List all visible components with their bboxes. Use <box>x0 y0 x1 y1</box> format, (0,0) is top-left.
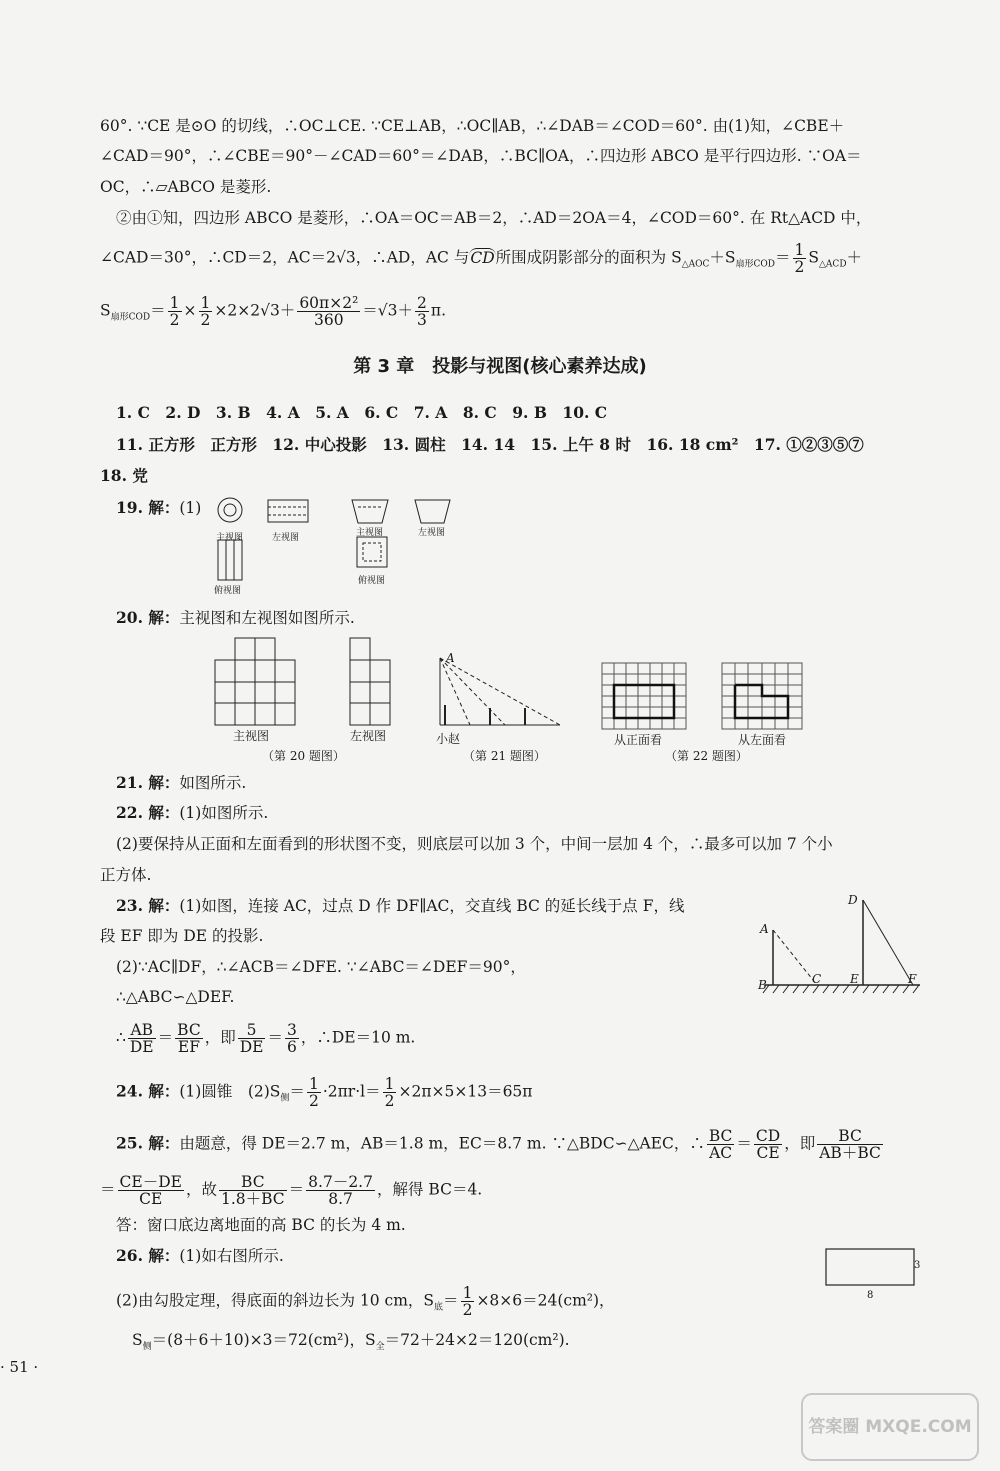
q26-text-3b: ＝(8＋6＋10)×3＝72(cm²)，S <box>151 1331 376 1349</box>
ray-df <box>863 900 913 985</box>
q20-text: 主视图和左视图如图所示. <box>179 609 355 627</box>
q26-rectangle-figure <box>825 1248 915 1286</box>
q26-text-1: (1)如右图所示. <box>179 1247 284 1265</box>
q26-rect-height: 3 <box>914 1260 921 1271</box>
line5-part-b: 所围成阴影部分的面积为 S <box>495 248 682 267</box>
q26-text-2b: ＝ <box>443 1291 459 1310</box>
q19-caption-top: 俯视图 <box>214 586 242 596</box>
q26-label: 26. 解： <box>116 1246 180 1265</box>
arc-cd: CD <box>470 248 495 267</box>
left-view-rect <box>268 500 308 522</box>
q19-part: (1) <box>179 499 202 517</box>
q19-caption-left: 左视图 <box>272 533 300 543</box>
q26-text-2a: (2)由勾股定理，得底面的斜边长为 10 cm，S <box>116 1291 435 1310</box>
den: 360 <box>314 311 344 329</box>
den: DE <box>239 1038 264 1056</box>
q20-left-view-grid <box>350 638 390 725</box>
q22-part2-line-2: 正方体. <box>100 866 152 884</box>
q23-label-b: B <box>758 978 767 992</box>
line6-part-a: S <box>100 301 111 320</box>
q24-text-4: ×2π×5×13＝65π <box>398 1082 533 1101</box>
den: 2 <box>169 311 180 329</box>
equals: ＝ <box>157 1028 174 1047</box>
q24-line <box>116 1076 532 1110</box>
q25-label: 25. 解： <box>116 1133 180 1153</box>
prev-solution-line-6 <box>100 295 446 329</box>
prev-solution-line-3: OC，∴▱ABCO 是菱形. <box>100 178 272 196</box>
namely: ，即 <box>784 1134 816 1153</box>
den: AB＋BC <box>819 1144 881 1162</box>
num: BC <box>817 1128 883 1145</box>
q21-heading <box>116 772 246 794</box>
fraction-5-de <box>238 1022 266 1055</box>
trapezoid-front-view <box>352 500 388 523</box>
page-number: · 51 · <box>0 1358 39 1376</box>
num: 8.7－2.7 <box>308 1173 373 1191</box>
fraction-two-thirds <box>415 295 429 328</box>
fraction-ab-de <box>128 1022 156 1055</box>
ground-hatching <box>763 985 919 993</box>
q21-figure-caption: （第 21 题图） <box>463 749 546 763</box>
q21-person-label: 小赵 <box>436 732 461 746</box>
line6-part-c: × <box>183 301 197 320</box>
q19-caption-top-2: 俯视图 <box>358 576 386 586</box>
q20-front-view-grid <box>215 638 295 725</box>
fraction-numeric <box>306 1174 375 1207</box>
q26-line-2 <box>116 1285 615 1319</box>
q23-figure <box>755 895 925 1000</box>
equals-2: ＝ <box>288 1180 305 1199</box>
line5-part-d: ＝ <box>775 248 791 267</box>
q22-text: (1)如图所示. <box>179 804 269 822</box>
q23-line-2: 段 EF 即为 DE 的投影. <box>100 927 264 945</box>
q20-figure-caption: （第 20 题图） <box>262 749 345 763</box>
prev-solution-line-5 <box>100 242 862 276</box>
q25-line-2 <box>100 1174 482 1207</box>
q19-heading <box>116 497 201 519</box>
num: 1 <box>794 241 805 259</box>
line5-part-e: S <box>808 248 820 267</box>
q20-heading <box>116 607 355 629</box>
q22-caption-front: 从正面看 <box>614 733 663 747</box>
prev-solution-line-2: ∠CAD＝90°，∴∠CBE＝90°－∠CAD＝60°＝∠DAB，∴BC∥OA，∴四边形 ABCO 是平行四边形. ∵OA＝ <box>100 147 862 165</box>
q19-caption-left-2: 左视图 <box>418 528 446 538</box>
den: 2 <box>794 258 805 276</box>
answers-row-1: 1. C 2. D 3. B 4. A 5. A 6. C 7. A 8. C 9. B 10. C <box>116 403 608 422</box>
q23-result: ，∴DE＝10 m. <box>300 1028 416 1047</box>
q25-text-2c: ，解得 BC＝4. <box>376 1180 483 1199</box>
watermark-text: 答案圈 MXQE.COM <box>808 1417 972 1437</box>
fraction-half-a <box>307 1076 321 1109</box>
namely: ，即 <box>204 1028 236 1047</box>
q25-text-1: 由题意，得 DE＝2.7 m，AB＝1.8 m，EC＝8.7 m. ∵△BDC∽△AEC，∴ <box>179 1134 705 1153</box>
line6-part-e: ＝√3＋ <box>362 301 414 320</box>
equals: ＝ <box>736 1134 752 1153</box>
square-top-view-outer <box>357 537 387 567</box>
answers-row-2: 11. 正方形 正方形 12. 中心投影 13. 圆柱 14. 14 15. 上午 8 时 16. 18 cm² 17. ①②③⑤⑦ <box>116 435 864 454</box>
num: 1 <box>384 1075 395 1093</box>
den: 1.8＋BC <box>220 1190 285 1208</box>
q26-line-3 <box>132 1329 570 1358</box>
num: CD <box>755 1127 781 1145</box>
den: 2 <box>200 311 211 329</box>
fraction-half-2 <box>199 295 213 328</box>
den: CE <box>139 1190 163 1208</box>
num: 1 <box>308 1075 319 1093</box>
q24-text-2: ＝ <box>289 1082 305 1101</box>
q20-figure <box>215 635 395 730</box>
den: AC <box>709 1144 733 1162</box>
fraction-cede-ce <box>118 1174 184 1207</box>
q25-text-2a: ＝ <box>100 1180 116 1199</box>
den: CE <box>756 1144 780 1162</box>
trapezoid-left-view <box>415 500 450 523</box>
q23-heading <box>116 895 685 917</box>
sub-acd: △ACD <box>819 259 847 270</box>
therefore-sign: ∴ <box>116 1028 126 1047</box>
front-view-outer-circle <box>218 498 242 522</box>
q23-line-3: (2)∵AC∥DF，∴∠ACB＝∠DFE. ∵∠ABC＝∠DEF＝90°， <box>116 958 526 976</box>
q24-sub: 侧 <box>280 1093 290 1104</box>
den: 8.7 <box>328 1190 353 1208</box>
q23-label: 23. 解： <box>116 896 180 915</box>
line6-part-b: ＝ <box>150 301 166 320</box>
fraction-bc-ac <box>707 1128 735 1161</box>
num: 5 <box>238 1022 266 1039</box>
fraction-bc-ef <box>175 1022 203 1055</box>
q23-proportion-line <box>116 1022 415 1055</box>
line6-part-d: ×2×2√3＋ <box>214 301 296 320</box>
q19-three-views-figure <box>210 495 470 595</box>
q20-caption-left: 左视图 <box>350 729 387 743</box>
q22-heading <box>116 802 268 824</box>
den: EF <box>177 1038 200 1056</box>
fraction-half <box>461 1285 475 1318</box>
prev-solution-line-1: 60°. ∵CE 是⊙O 的切线，∴OC⊥CE. ∵CE⊥AB，∴OC∥AB，∴∠DAB＝∠COD＝60°. 由(1)知，∠CBE＋ <box>100 117 845 135</box>
sub-sector: 扇形COD <box>735 259 775 270</box>
num: 2 <box>417 294 427 312</box>
q24-label: 24. 解： <box>116 1081 180 1101</box>
den: 2 <box>462 1301 473 1319</box>
q26-text-2c: ×8×6＝24(cm²)， <box>476 1291 615 1310</box>
front-view-inner-circle <box>224 504 236 516</box>
q21-label: 21. 解： <box>116 773 180 792</box>
fraction-sector <box>297 295 360 328</box>
line5-part-f: ＋ <box>846 248 863 267</box>
q26-rect-width: 8 <box>867 1290 874 1301</box>
q26-text-3a: S <box>132 1331 143 1349</box>
sub-sector-2: 扇形COD <box>110 312 151 323</box>
line6-part-f: π. <box>430 301 447 320</box>
light-ray-1 <box>440 658 560 725</box>
chapter-title: 第 3 章 投影与视图(核心素养达成) <box>353 356 647 377</box>
num: 60π×2² <box>299 294 359 312</box>
q21-point-a: A <box>446 651 455 665</box>
sub-aoc: △AOC <box>681 259 710 270</box>
q23-label-f: F <box>908 972 917 986</box>
q21-text: 如图所示. <box>179 774 247 792</box>
q23-label-d: D <box>848 893 858 907</box>
q19-caption-front: 主视图 <box>216 533 244 543</box>
q26-sub-ce: 侧 <box>142 1342 152 1353</box>
q25-line-1 <box>116 1128 885 1161</box>
q26-sub-di: 底 <box>434 1302 444 1313</box>
q20-label: 20. 解： <box>116 608 180 627</box>
ray-ac <box>773 930 817 985</box>
q24-text-1: (1)圆锥 (2)S <box>179 1082 281 1101</box>
q26-text-3c: ＝72＋24×2＝120(cm²). <box>384 1331 570 1349</box>
q23-label-a: A <box>760 922 769 936</box>
fraction-3-6 <box>285 1022 299 1055</box>
square-top-view-inner <box>363 543 381 561</box>
q25-answer: 答：窗口底边离地面的高 BC 的长为 4 m. <box>116 1216 406 1234</box>
light-ray-2 <box>440 658 505 725</box>
num: 1 <box>169 294 180 312</box>
lateral-surface-rect <box>826 1249 914 1285</box>
q22-caption-left: 从左面看 <box>738 733 787 747</box>
fraction-half-b <box>383 1076 397 1109</box>
num: BC <box>708 1127 733 1145</box>
den: 6 <box>286 1038 297 1056</box>
q26-sub-quan: 全 <box>375 1342 385 1353</box>
num: 1 <box>462 1284 473 1302</box>
q20-caption-front: 主视图 <box>233 729 270 743</box>
q23-line-1: (1)如图，连接 AC，过点 D 作 DF∥AC，交直线 BC 的延长线于点 F，线 <box>179 897 685 915</box>
q24-text-3: ·2πr·l＝ <box>322 1082 381 1101</box>
equals-2: ＝ <box>267 1028 283 1047</box>
q23-label-c: C <box>812 972 822 986</box>
top-view-rect <box>218 540 242 580</box>
q25-text-2b: ，故 <box>185 1180 217 1199</box>
fraction-bc-abbc <box>817 1128 883 1161</box>
num: 3 <box>286 1021 297 1039</box>
q22-figure <box>602 663 802 733</box>
q23-line-4: ∴△ABC∽△DEF. <box>116 988 235 1006</box>
num: 1 <box>200 294 211 312</box>
den: 2 <box>308 1092 319 1110</box>
q22-label: 22. 解： <box>116 803 180 822</box>
answers-row-3: 18. 党 <box>100 466 148 485</box>
fraction-bc-18bc <box>219 1174 287 1207</box>
q22-figure-caption: （第 22 题图） <box>665 749 748 763</box>
q26-heading <box>116 1245 284 1267</box>
q22-front-shape <box>614 685 674 718</box>
den: 2 <box>384 1092 395 1110</box>
q22-part2-line-1: (2)要保持从正面和左面看到的形状图不变，则底层可以加 3 个，中间一层加 4 个，∴最多可以加 7 个小 <box>116 835 833 853</box>
watermark-logo <box>800 1392 980 1462</box>
q19-label: 19. 解： <box>116 498 180 517</box>
num: BC <box>177 1021 201 1039</box>
line5-part-c: ＋S <box>709 248 736 267</box>
prev-solution-line-4: ②由①知，四边形 ABCO 是菱形，∴OA＝OC＝AB＝2，∴AD＝2OA＝4，∠COD＝60°. 在 Rt△ACD 中， <box>116 209 872 227</box>
fraction-cd-ce <box>754 1128 782 1161</box>
num: CE－DE <box>119 1173 182 1191</box>
q19-caption-front-2: 主视图 <box>356 528 384 538</box>
fraction-half-1 <box>168 295 182 328</box>
den: DE <box>129 1038 154 1056</box>
num: BC <box>219 1174 287 1191</box>
line5-part-a: ∠CAD＝30°，∴CD＝2，AC＝2√3，∴AD，AC 与 <box>100 248 470 267</box>
q23-label-e: E <box>850 972 859 986</box>
fraction-half <box>793 242 807 275</box>
num: AB <box>128 1022 156 1039</box>
den: 3 <box>417 311 427 329</box>
